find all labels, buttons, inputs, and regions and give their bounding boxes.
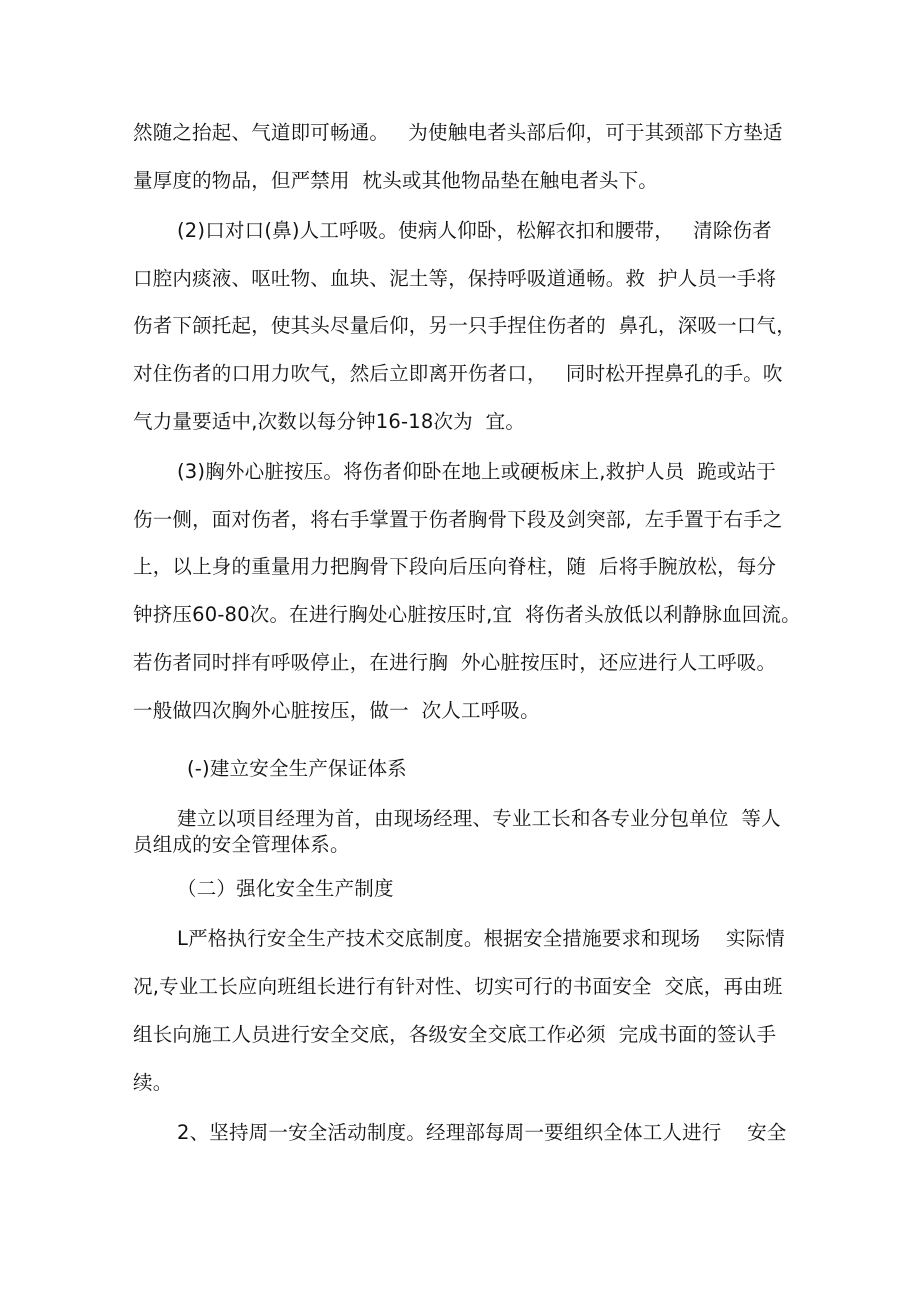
- text-line: (2)口对口(鼻)人工呼吸。使病人仰卧，松解衣扣和腰带， 清除伤者: [177, 219, 772, 242]
- text-line: 续。: [133, 1071, 173, 1094]
- text-line: 量厚度的物品，但严禁用 枕头或其他物品垫在触电者头下。: [133, 169, 658, 192]
- text-line: 气力量要适中,次数以每分钟16-18次为 宜。: [133, 410, 526, 433]
- text-line: 况,专业工长应向班组长进行有针对性、切实可行的书面安全 交底，再由班: [133, 975, 783, 998]
- text-line: 然随之抬起、气道即可畅通。 为使触电者头部后仰，可于其颈部下方垫适: [133, 121, 783, 144]
- text-line: 2、坚持周一安全活动制度。经理部每周一要组织全体工人进行 安全: [177, 1121, 787, 1144]
- text-line: 若伤者同时拌有呼吸停止，在进行胸 外心脏按压时，还应进行人工呼吸。: [133, 651, 777, 674]
- text-line: 组长向施工人员进行安全交底，各级安全交底工作必须 完成书面的签认手: [133, 1023, 777, 1046]
- section-heading: (-)建立安全生产保证体系: [187, 757, 407, 780]
- text-line: 钟挤压60-80次。在进行胸处心脏按压时,宜 将伤者头放低以利静脉血回流。: [133, 603, 801, 626]
- text-line: L严格执行安全生产技术交底制度。根据安全措施要求和现场 实际情: [177, 927, 785, 950]
- text-line: 员组成的安全管理体系。: [133, 833, 350, 856]
- text-line: 上，以上身的重量用力把胸骨下段向后压向脊柱，随 后将手腕放松，每分: [133, 555, 777, 578]
- text-line: 伤一侧，面对伤者，将右手掌置于伤者胸骨下段及剑突部, 左手置于右手之: [133, 508, 783, 531]
- text-line: 建立以项目经理为首，由现场经理、专业工长和各专业分包单位 等人: [177, 807, 781, 830]
- text-line: 对住伤者的口用力吹气，然后立即离开伤者口， 同时松开捏鼻孔的手。吹: [133, 362, 783, 385]
- text-line: 一般做四次胸外心脏按压，做一 次人工呼吸。: [133, 699, 540, 722]
- section-heading: （二）强化安全生产制度: [177, 877, 394, 900]
- text-line: 口腔内痰液、呕吐物、血块、泥土等，保持呼吸道通畅。救 护人员一手将: [133, 267, 777, 290]
- text-line: 伤者下颌托起，使其头尽量后仰，另一只手捏住伤者的 鼻孔，深吸一口气，: [133, 314, 796, 337]
- text-line: (3)胸外心脏按压。将伤者仰卧在地上或硬板床上,救护人员 跪或站于: [177, 460, 777, 483]
